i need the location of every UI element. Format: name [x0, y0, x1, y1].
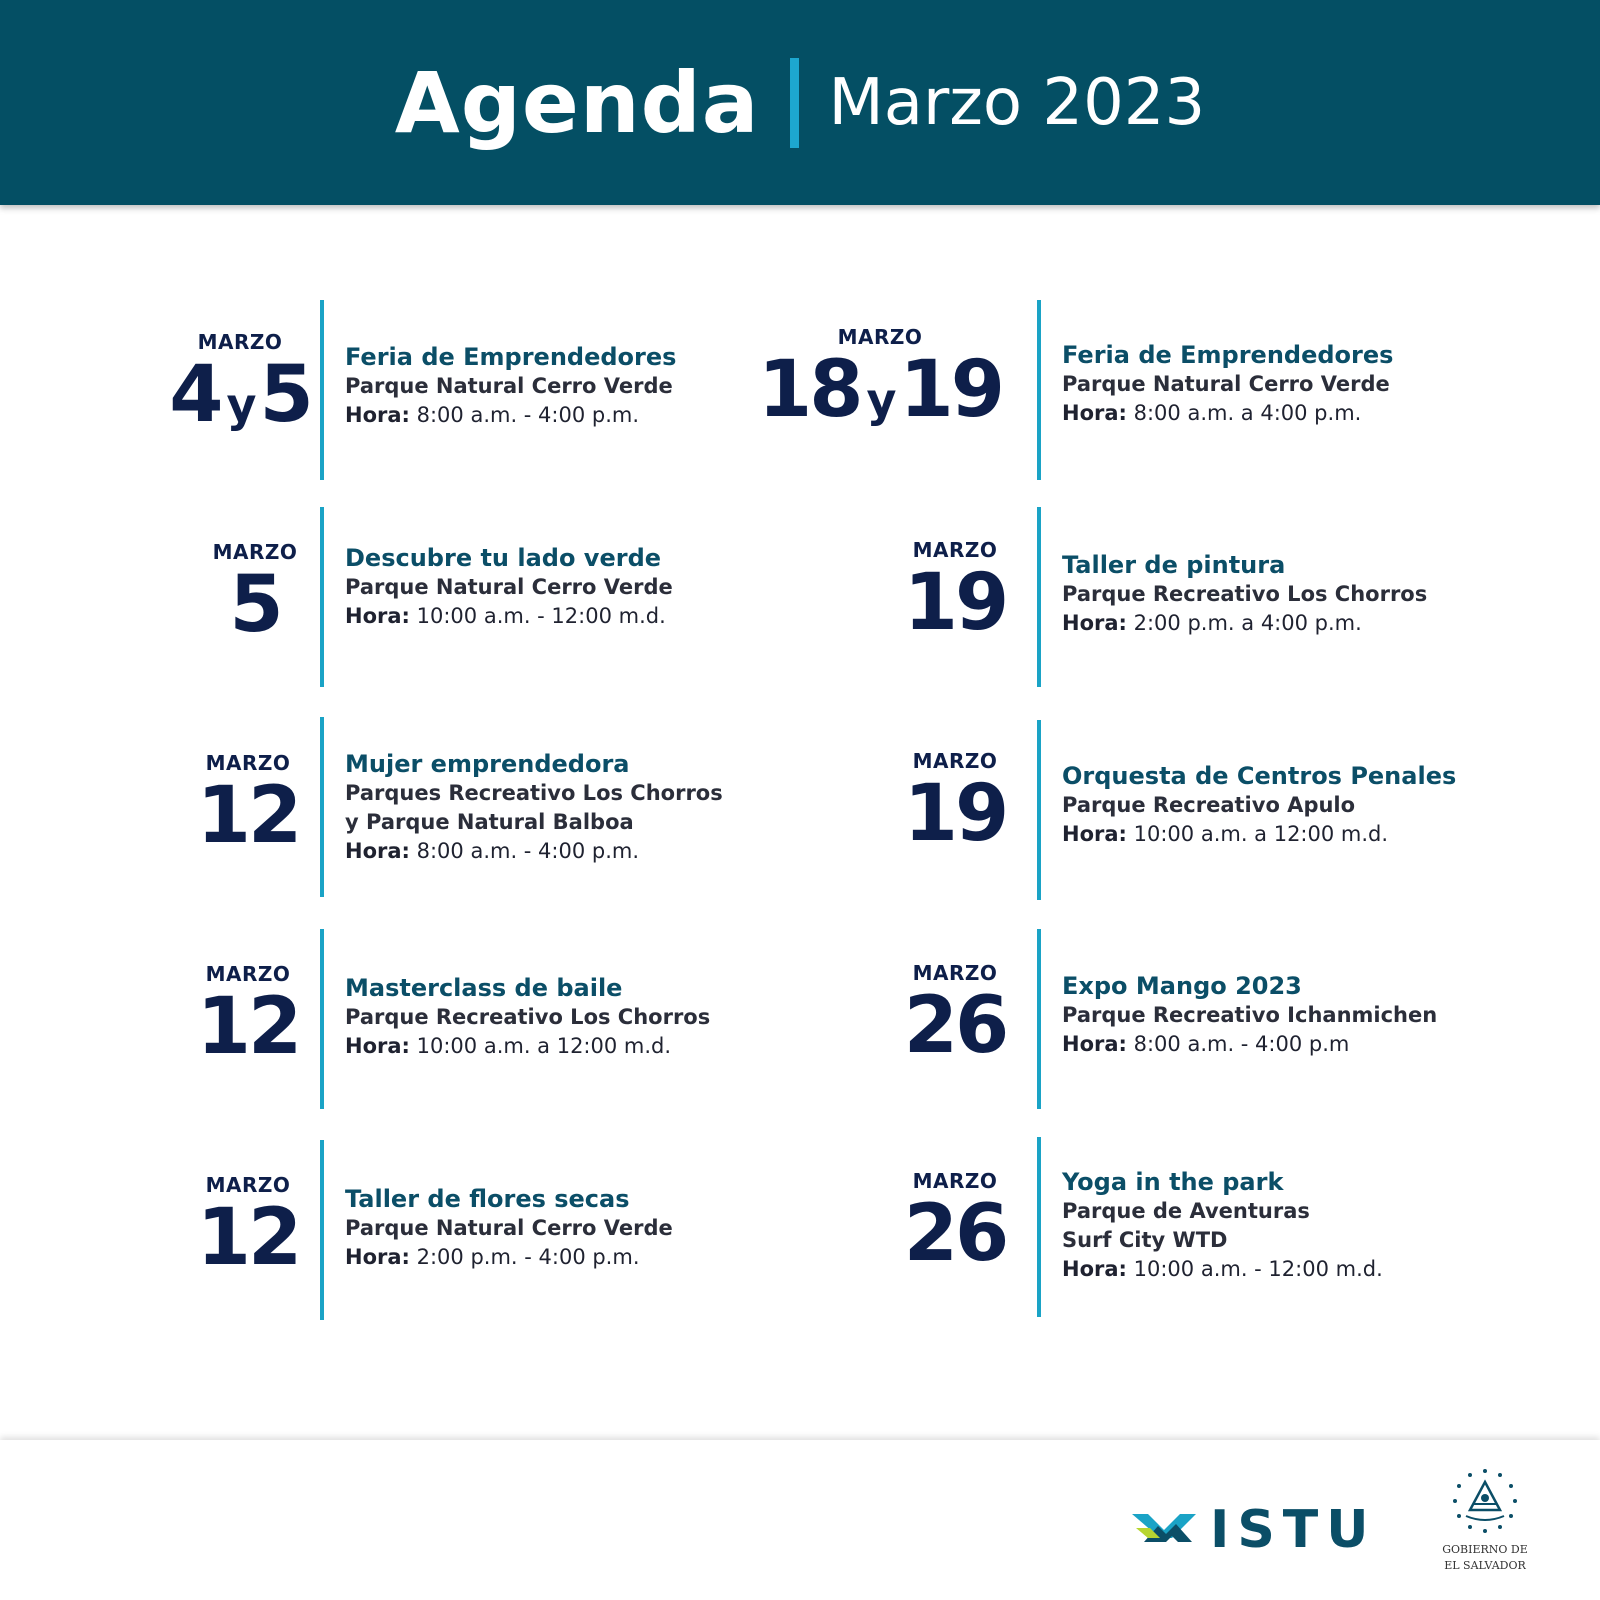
event-time-value: 2:00 p.m. a 4:00 p.m. [1133, 611, 1362, 635]
event-day [750, 345, 1010, 435]
title-divider [790, 58, 799, 148]
event-title: Mujer emprendedora [345, 750, 630, 778]
event-date [825, 749, 1085, 859]
event-day: 12 [196, 771, 300, 861]
event-day-end: 19 [899, 345, 1003, 435]
event-date [825, 1169, 1085, 1279]
event-divider [1037, 929, 1041, 1109]
page-subtitle: Marzo 2023 [828, 66, 1206, 140]
event-month: MARZO [197, 330, 283, 354]
event-place: Parque Natural Cerro Verde [345, 575, 673, 599]
event-time-value: 2:00 p.m. - 4:00 p.m. [416, 1245, 640, 1269]
event-place: Parque Recreativo Los Chorros [345, 1005, 711, 1029]
event-place: Parque Recreativo Apulo [1062, 793, 1356, 817]
event-title: Expo Mango 2023 [1062, 972, 1302, 1000]
event-time [1062, 820, 1456, 849]
event-month: MARZO [205, 751, 291, 775]
event-day: 12 [196, 982, 300, 1072]
event-day: 19 [903, 769, 1007, 859]
event-divider [320, 300, 324, 480]
event-time-value: 8:00 a.m. - 4:00 p.m. [416, 839, 640, 863]
event-day-and: y [866, 373, 894, 427]
event-date [118, 962, 378, 1072]
event-date [825, 961, 1085, 1071]
event-place: Parque Recreativo Los Chorros [1062, 582, 1428, 606]
event-time-value: 10:00 a.m. a 12:00 m.d. [416, 1034, 672, 1058]
event-time-label: Hora: [1062, 1032, 1127, 1056]
event-day-start: 18 [757, 345, 861, 435]
footer [0, 1440, 1600, 1600]
event-item [0, 300, 760, 480]
event-divider [1037, 720, 1041, 900]
event-place: Parques Recreativo Los Chorros [345, 781, 723, 805]
event-time-label: Hora: [345, 403, 410, 427]
event-info [345, 973, 710, 1061]
event-info [1062, 1167, 1383, 1284]
event-date [118, 751, 378, 861]
header-banner [0, 0, 1600, 205]
event-info [1062, 761, 1456, 849]
event-time-value: 10:00 a.m. - 12:00 m.d. [1133, 1257, 1383, 1281]
event-month: MARZO [212, 540, 298, 564]
event-month: MARZO [912, 1169, 998, 1193]
event-divider [1037, 1137, 1041, 1317]
event-info [345, 543, 673, 631]
event-time-label: Hora: [345, 1034, 410, 1058]
event-title: Taller de flores secas [345, 1185, 630, 1213]
event-divider [320, 717, 324, 897]
event-time [1062, 1030, 1437, 1059]
event-place: Parque Natural Cerro Verde [345, 374, 673, 398]
event-item [720, 1137, 1600, 1317]
event-title: Descubre tu lado verde [345, 544, 662, 572]
event-place: Parque Recreativo Ichanmichen [1062, 1003, 1438, 1027]
event-title: Feria de Emprendedores [1062, 341, 1394, 369]
seal-caption-line-2: EL SALVADOR [1444, 1559, 1526, 1572]
event-info [1062, 971, 1437, 1059]
event-time-label: Hora: [345, 1245, 410, 1269]
event-month: MARZO [912, 538, 998, 562]
event-time-label: Hora: [1062, 822, 1127, 846]
event-place: Parque Natural Cerro Verde [345, 1216, 673, 1240]
event-time-label: Hora: [1062, 611, 1127, 635]
event-item [720, 720, 1600, 900]
event-time-value: 10:00 a.m. a 12:00 m.d. [1133, 822, 1389, 846]
event-divider [1037, 507, 1041, 687]
event-title: Taller de pintura [1062, 551, 1286, 579]
event-place: Surf City WTD [1062, 1228, 1228, 1252]
event-time [345, 1032, 710, 1061]
event-day-end: 5 [259, 350, 311, 440]
event-item [0, 717, 760, 897]
event-day: 12 [196, 1193, 300, 1283]
event-time-label: Hora: [345, 839, 410, 863]
event-time [345, 401, 676, 430]
event-item [720, 929, 1600, 1109]
event-divider [320, 507, 324, 687]
event-month: MARZO [205, 962, 291, 986]
event-time [1062, 1255, 1383, 1284]
event-info [345, 342, 676, 430]
event-day: 19 [903, 558, 1007, 648]
event-item [0, 507, 760, 687]
event-title: Masterclass de baile [345, 974, 623, 1002]
event-item [720, 300, 1600, 480]
event-time [345, 837, 723, 866]
event-place: y Parque Natural Balboa [345, 810, 634, 834]
event-time [1062, 609, 1427, 638]
event-title: Yoga in the park [1062, 1168, 1284, 1196]
event-day: 5 [229, 560, 281, 650]
event-month: MARZO [205, 1173, 291, 1197]
event-divider [1037, 300, 1041, 480]
event-day-and: y [226, 378, 254, 432]
istu-wordmark: ISTU [1210, 1500, 1377, 1560]
event-time-value: 8:00 a.m. a 4:00 p.m. [1133, 401, 1362, 425]
event-month: MARZO [837, 325, 923, 349]
event-info [1062, 550, 1427, 638]
event-title: Feria de Emprendedores [345, 343, 677, 371]
event-month: MARZO [912, 961, 998, 985]
el-salvador-seal [1440, 1466, 1530, 1572]
event-day: 26 [903, 981, 1007, 1071]
istu-logo [1130, 1500, 1377, 1560]
event-date [825, 538, 1085, 648]
event-item [720, 507, 1600, 687]
event-time-label: Hora: [1062, 1257, 1127, 1281]
event-time-value: 10:00 a.m. - 12:00 m.d. [416, 604, 666, 628]
event-time [1062, 399, 1393, 428]
event-date [750, 325, 1010, 435]
event-item [0, 929, 760, 1109]
istu-logo-icon [1130, 1506, 1202, 1554]
page-title: Agenda [394, 54, 760, 152]
event-time [345, 602, 673, 631]
event-item [0, 1140, 760, 1320]
event-place: Parque Natural Cerro Verde [1062, 372, 1390, 396]
el-salvador-seal-icon [1450, 1521, 1520, 1540]
event-time-label: Hora: [345, 604, 410, 628]
event-info [1062, 340, 1393, 428]
event-date [118, 1173, 378, 1283]
event-info [345, 1184, 673, 1272]
event-divider [320, 929, 324, 1109]
event-info [345, 749, 723, 866]
seal-caption-line-1: GOBIERNO DE [1442, 1543, 1528, 1556]
event-month: MARZO [912, 749, 998, 773]
event-time-value: 8:00 a.m. - 4:00 p.m [1133, 1032, 1350, 1056]
event-time-value: 8:00 a.m. - 4:00 p.m. [416, 403, 640, 427]
title-row [0, 54, 1600, 152]
event-day: 26 [903, 1189, 1007, 1279]
event-day-start: 4 [169, 350, 221, 440]
event-day [110, 350, 370, 440]
event-time-label: Hora: [1062, 401, 1127, 425]
event-date [110, 330, 370, 440]
event-time [345, 1243, 673, 1272]
event-divider [320, 1140, 324, 1320]
event-title: Orquesta de Centros Penales [1062, 762, 1457, 790]
event-place: Parque de Aventuras [1062, 1199, 1310, 1223]
